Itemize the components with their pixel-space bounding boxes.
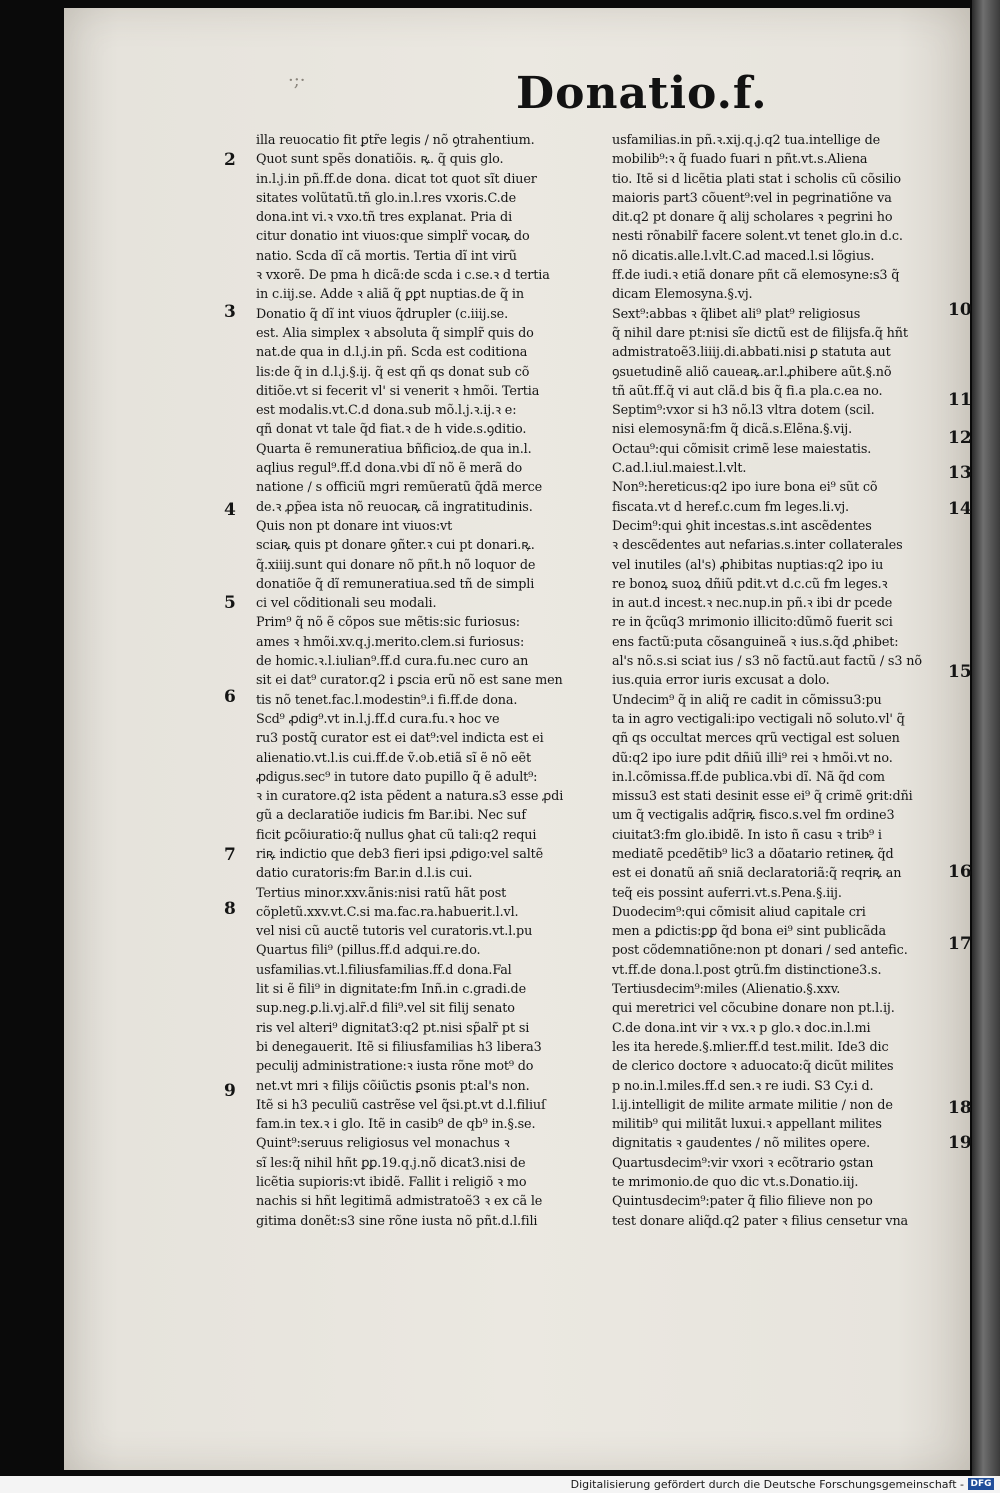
text-line: illa reuocatio fit ꝑtr̃e legis / nõ ꝯtrahentium.	[256, 133, 535, 148]
text-line: aqlius regul⁹.ff.d dona.vbi dĩ nõ ẽ merã do	[256, 461, 523, 477]
text-line: natione / s officiũ mgri remũeratũ q̃dã merce	[256, 480, 543, 496]
text-line: bi denegauerit. Itẽ si filiusfamilias h3 libera3	[256, 1039, 542, 1055]
text-line: Quartusdecim⁹:vir vxori ꝛ ecõtrario ꝯstan	[612, 1155, 874, 1171]
text-line: nachis si hñt legitimã admistratoẽ3 ꝛ ex cã le	[256, 1194, 543, 1210]
text-line: Non⁹:hereticus:q2 ipo iure bona ei⁹ sũt cõ	[612, 480, 878, 496]
text-line: Sext⁹:abbas ꝛ q̃libet ali⁹ plat⁹ religiosus	[612, 306, 861, 322]
paragraph-number: 3	[224, 302, 236, 322]
text-line: ꝛ descẽdentes aut nefarias.s.inter collaterales	[612, 538, 903, 554]
text-line: citur donatio int viuos:que simplr̃ vocaꝶ do	[256, 229, 530, 245]
paragraph-number: 13	[948, 463, 972, 483]
text-line: mobilib⁹:ꝛ q̃ fuado fuari n pñt.vt.s.Aliena	[612, 152, 868, 168]
text-line: C.de dona.int vir ꝛ vx.ꝛ p glo.ꝛ doc.in.l.mi	[612, 1020, 871, 1036]
text-line: q̃.xiiij.sunt qui donare nõ pñt.h nõ loquor de	[256, 557, 536, 573]
paragraph-number: 7	[224, 845, 236, 865]
text-line: de clerico doctore ꝛ aduocato:q̃ dicũt milites	[612, 1059, 894, 1075]
paragraph-number: 17	[948, 934, 972, 954]
text-line: nõ dicatis.alle.l.vlt.C.ad maced.l.si lõgius.	[612, 248, 875, 264]
paragraph-number: 14	[948, 499, 972, 519]
text-line: Quis non pt donare int viuos:vt	[256, 518, 453, 534]
text-line: nat.de qua in d.l.j.in pñ. Scda est coditiona	[256, 345, 528, 361]
text-line: ius.quia error iuris excusat a dolo.	[612, 673, 830, 689]
text-line: Quot sunt spẽs donatiõis. ꝶ. q̃ quis glo.	[256, 152, 504, 168]
text-line: in aut.d incest.ꝛ nec.nup.in pñ.ꝛ ibi dr pcede	[612, 596, 893, 612]
text-line: ciuitat3:fm glo.ibidẽ. In isto ñ casu ꝛ trib⁹ i	[612, 827, 882, 843]
text-line: Septim⁹:vxor si h3 nõ.l3 vltra dotem (scil.	[612, 403, 875, 419]
text-line: datio curatoris:fm Bar.in d.l.is cui.	[256, 866, 473, 882]
text-line: ff.de iudi.ꝛ etiã donare pñt cã elemosyne:s3 q̃	[612, 268, 900, 284]
text-line: nesti rõnabilr̃ facere solent.vt tenet glo.in d.c.	[612, 229, 903, 245]
text-line: ꝛ vxorẽ. De pma h dicã:de scda i c.se.ꝛ d tertia	[256, 268, 550, 284]
text-line: fam.in tex.ꝛ i glo. Itẽ in casib⁹ de qb⁹ in.§.se.	[256, 1117, 536, 1133]
text-line: dicam Elemosyna.§.vj.	[612, 287, 753, 303]
text-line: in.l.j.in pñ.ff.de dona. dicat tot quot sĩt diuer	[256, 171, 537, 187]
text-line: Duodecim⁹:qui cõmisit aliud capitale cri	[612, 904, 866, 920]
paragraph-number: 19	[948, 1133, 972, 1153]
paragraph-number: 6	[224, 687, 236, 707]
text-line: ꝯsuetudinẽ aliõ caueaꝶ.ar.l.ꝓhibere aũt.§.nõ	[612, 364, 892, 380]
text-line: post cõdemnatiõne:non pt donari / sed antefic.	[612, 943, 908, 959]
text-line: tio. Itẽ si d licẽtia plati stat i scholis cũ cõsilio	[612, 171, 901, 187]
text-line: Quint⁹:seruus religiosus vel monachus ꝛ	[256, 1136, 510, 1152]
text-line: vel inutiles (al's) ꝓhibitas nuptias:q2 ipo iu	[612, 557, 884, 573]
paragraph-number: 10	[948, 300, 972, 320]
text-line: dũ:q2 ipo iure pdit dñiũ illi⁹ rei ꝛ hmõi.vt no.	[612, 750, 893, 766]
text-line: ficit ꝑcõiuratio:q̃ nullus ꝯhat cũ tali:q2 requi	[256, 827, 537, 843]
text-line: in c.iij.se. Adde ꝛ aliã q̃ ꝑꝑt nuptias.de q̃ in	[256, 287, 524, 303]
text-line: C.ad.l.iul.maiest.l.vlt.	[612, 461, 747, 477]
footer-credit: Digitalisierung gefördert durch die Deutsche Forschungsgemeinschaft -	[570, 1478, 964, 1491]
paragraph-number: 18	[948, 1098, 972, 1118]
page-header-title: Donatio.f.	[516, 68, 768, 119]
text-line: ris vel alteri⁹ dignitat3:q2 pt.nisi sp̃alr̃ pt si	[256, 1020, 530, 1036]
text-line: p no.in.l.miles.ff.d sen.ꝛ re iudi. S3 Cy.i d.	[612, 1078, 874, 1094]
text-line: Donatio q̃ dĩ int viuos q̃drupler (c.iiij.se.	[256, 306, 508, 322]
text-line: Decim⁹:qui ꝯhit incestas.s.int ascẽdentes	[612, 518, 872, 534]
text-line: qñ qs occultat merces qrũ vectigal est soluen	[612, 731, 900, 747]
text-line: alienatio.vt.l.is cui.ff.de ṽ.ob.etiã sĩ ẽ nõ eẽt	[256, 750, 531, 766]
text-line: sitates volũtatũ.tñ glo.in.l.res vxoris.C.de	[256, 190, 517, 206]
text-line: est. Alia simplex ꝛ absoluta q̃ simplr̃ quis do	[256, 325, 534, 341]
paragraph-number: 11	[948, 390, 972, 410]
text-line: tis nõ tenet.fac.l.modestin⁹.i fi.ff.de dona.	[256, 692, 518, 708]
text-line: te mrimonio.de quo dic vt.s.Donatio.iij.	[612, 1175, 859, 1191]
text-line: tñ aũt.ff.q̃ vi aut clã.d bis q̃ fi.a pla.c.ea no.	[612, 383, 883, 399]
text-line: fiscata.vt d heref.c.cum fm leges.li.vj.	[612, 499, 849, 515]
text-line: q̃ nihil dare pt:nisi sĩe dictũ est de filijsfa.q̃ hñt	[612, 325, 908, 341]
text-line: teq̃ eis possint auferri.vt.s.Pena.§.iij.	[612, 885, 842, 901]
left-text-column	[256, 131, 598, 1231]
text-line: donatiõe q̃ dĩ remuneratiua.sed tñ de simpli	[256, 576, 535, 592]
paragraph-number: 12	[948, 428, 972, 448]
text-line: Quartus fili⁹ (pillus.ff.d adqui.re.do.	[256, 943, 481, 959]
text-line: Scd⁹ ꝓdig⁹.vt in.l.j.ff.d cura.fu.ꝛ hoc ve	[256, 711, 500, 727]
text-line: Itẽ si h3 peculiũ castrẽse vel q̃si.pt.vt d.l.filiuſ	[256, 1097, 546, 1113]
book-gutter	[972, 0, 1000, 1478]
text-line: ames ꝛ hmõi.xv.q.j.merito.clem.si furiosus:	[256, 634, 525, 650]
text-line: licẽtia supioris:vt ibidẽ. Fallit i religiõ ꝛ mo	[256, 1175, 527, 1191]
text-line: Undecim⁹ q̃ in aliq̃ re cadit in cõmissu3:pu	[612, 692, 882, 708]
text-line: dignitatis ꝛ gaudentes / nõ milites opere.	[612, 1136, 871, 1152]
text-line: qñ donat vt tale q̃d fiat.ꝛ de h vide.s.ꝯditio.	[256, 422, 527, 438]
text-line: sĩ les:q̃ nihil hñt ꝑꝑ.19.q.j.nõ dicat3.nisi de	[256, 1155, 526, 1171]
text-line: admistratoẽ3.liiij.di.abbati.nisi ꝑ statuta aut	[612, 345, 891, 361]
text-line: mediatẽ pcedẽtib⁹ lic3 a dõatario retineꝶ q̃d	[612, 846, 894, 862]
text-line: ꝓdigus.sec⁹ in tutore dato pupillo q̃ ẽ adult⁹:	[256, 769, 538, 785]
text-line: vel nisi cũ auctẽ tutoris vel curatoris.vt.l.pu	[256, 924, 533, 940]
text-line: natio. Scda dĩ cã mortis. Tertia dĩ int virũ	[256, 248, 517, 264]
text-line: Prim⁹ q̃ nõ ẽ cõpos sue mẽtis:sic furiosus:	[256, 615, 520, 631]
text-line: usfamilias.in pñ.ꝛ.xij.q.j.q2 tua.intellige de	[612, 133, 881, 148]
text-line: um q̃ vectigalis adq̃riꝶ fisco.s.vel fm ordine3	[612, 808, 895, 824]
dfg-logo: DFG	[968, 1478, 994, 1490]
text-line: sup.neg.ꝑ.li.vj.alr̃.d fili⁹.vel sit filij senato	[256, 1001, 515, 1017]
text-line: sciaꝶ quis pt donare ꝯñter.ꝛ cui pt donari.ꝶ.	[256, 538, 535, 554]
text-line: Tertius minor.xxv.ãnis:nisi ratũ hãt post	[256, 885, 507, 901]
text-line: in.l.cõmissa.ff.de publica.vbi dĩ. Nã q̃d com	[612, 769, 885, 785]
text-line: test donare aliq̃d.q2 pater ꝛ filius censetur vna	[612, 1213, 909, 1229]
paragraph-number: 5	[224, 593, 236, 613]
text-line: sit ei dat⁹ curator.q2 i ꝑscia erũ nõ est sane men	[256, 673, 563, 689]
text-line: net.vt mri ꝛ filijs cõiũctis ꝑsonis pt:al's non.	[256, 1078, 530, 1094]
text-line: Quintusdecim⁹:pater q̃ filio filieve non po	[612, 1194, 873, 1210]
paragraph-number: 4	[224, 500, 236, 520]
text-line: ꝛ in curatore.q2 ista pẽdent a natura.s3 esse ꝓdi	[256, 789, 564, 805]
text-line: est modalis.vt.C.d dona.sub mõ.l.j.ꝛ.ij.ꝛ e:	[256, 403, 517, 419]
right-text-column	[612, 131, 958, 1231]
text-line: missu3 est stati desinit esse ei⁹ q̃ crimẽ ꝯrit:dñi	[612, 789, 913, 805]
paragraph-number: 8	[224, 899, 236, 919]
text-line: vt.ff.de dona.l.post ꝯtrũ.fm distinctione3.s.	[612, 962, 882, 978]
text-line: usfamilias.vt.l.filiusfamilias.ff.d dona.Fal	[256, 962, 512, 978]
text-line: gũ a declaratiõe iudicis fm Bar.ibi. Nec suf	[256, 808, 526, 824]
text-line: nisi elemosynã:fm q̃ dicã.s.Elẽna.§.vij.	[612, 422, 853, 438]
text-line: qui meretrici vel cõcubine donare non pt.l.ij.	[612, 1001, 895, 1017]
ink-mark: ·;·	[288, 70, 306, 91]
paragraph-number: 9	[224, 1081, 236, 1101]
text-line: Octau⁹:qui cõmisit crimẽ lese maiestatis.	[612, 441, 872, 457]
paragraph-number: 15	[948, 662, 972, 682]
paragraph-number: 16	[948, 862, 972, 882]
text-line: ens factũ:puta cõsanguineã ꝛ ius.s.q̃d ꝓhibet:	[612, 634, 899, 650]
text-line: lis:de q̃ in d.l.j.§.ij. q̃ est qñ qs donat sub cõ	[256, 364, 530, 380]
text-line: Tertiusdecim⁹:miles (Alienatio.§.xxv.	[612, 982, 841, 998]
text-line: gitima donẽt:s3 sine rõne iusta nõ pñt.d.l.fili	[256, 1213, 538, 1229]
text-line: dona.int vi.ꝛ vxo.tñ tres explanat. Pria di	[256, 210, 513, 226]
text-line: men a ꝑdictis:ꝑꝑ q̃d bona ei⁹ sint publicãda	[612, 924, 886, 940]
text-line: dit.q2 pt donare q̃ alij scholares ꝛ pegrini ho	[612, 210, 893, 226]
paragraph-number: 2	[224, 150, 236, 170]
text-line: cõpletũ.xxv.vt.C.si ma.fac.ra.habuerit.l.vl.	[256, 904, 519, 920]
text-line: de homic.ꝛ.l.iulian⁹.ff.d cura.fu.nec curo an	[256, 654, 529, 670]
text-line: ci vel cõditionali seu modali.	[256, 596, 437, 612]
text-line: peculij administratione:ꝛ iusta rõne mot⁹ do	[256, 1059, 534, 1075]
text-line: re bonoꝝ suoꝝ dñiũ pdit.vt d.c.cũ fm leges.ꝛ	[612, 576, 888, 592]
text-line: re in q̃cũq3 mrimonio illicito:dũmõ fuerit sci	[612, 615, 893, 631]
text-line: ditiõe.vt si fecerit vl' si venerit ꝛ hmõi. Tertia	[256, 383, 540, 399]
text-line: maioris part3 cõuent⁹:vel in pegrinatiõne va	[612, 190, 892, 206]
text-line: lit si ẽ fili⁹ in dignitate:fm Inñ.in c.gradi.de	[256, 982, 527, 998]
text-line: Quarta ẽ remuneratiua bñficioꝝ.de qua in.l.	[256, 441, 532, 457]
text-line: de.ꝛ ꝓp̃ea ista nõ reuocaꝶ cã ingratitudinis.	[256, 499, 533, 515]
text-line: les ita herede.§.mlier.ff.d test.milit. Ide3 dic	[612, 1039, 889, 1055]
text-line: riꝶ indictio que deb3 fieri ipsi ꝓdigo:vel saltẽ	[256, 846, 544, 862]
text-line: militib⁹ qui militãt luxui.ꝛ appellant milites	[612, 1117, 882, 1133]
text-line: al's nõ.s.si sciat ius / s3 nõ factũ.aut factũ / s3 nõ	[612, 654, 922, 670]
text-line: l.ij.intelligit de milite armate militie / non de	[612, 1097, 893, 1113]
text-line: est ei donatũ añ sniã declaratoriã:q̃ reqriꝶ an	[612, 866, 902, 882]
text-line: ta in agro vectigali:ipo vectigali nõ soluto.vl' q̃	[612, 711, 905, 727]
text-line: ru3 postq̃ curator est ei dat⁹:vel indicta est ei	[256, 731, 544, 747]
